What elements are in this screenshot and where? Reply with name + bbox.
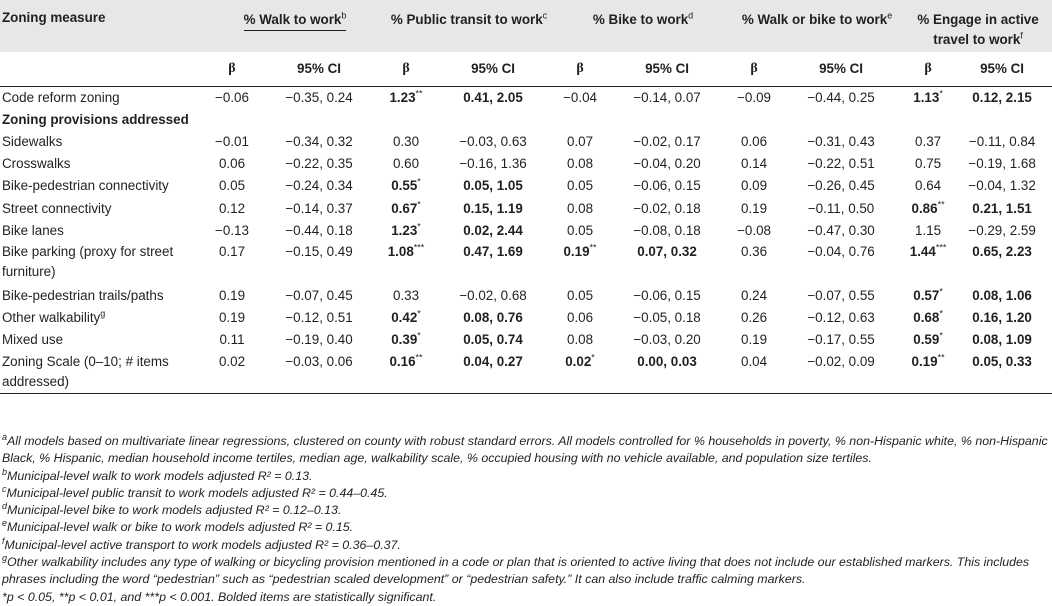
header-walk-to-work: % Walk to work$^b$ bbox=[208, 0, 382, 52]
beta-cell: 0.68* bbox=[913, 308, 943, 326]
table-row bbox=[0, 307, 1052, 329]
ci-cell: −0.07, 0.45 bbox=[285, 287, 353, 303]
beta-cell: 0.06 bbox=[218, 156, 246, 172]
table-row bbox=[0, 130, 1052, 152]
header-ci: 95% CI bbox=[430, 52, 556, 86]
header-row-stats bbox=[0, 52, 1052, 86]
ci-cell: −0.29, 2.59 bbox=[968, 222, 1036, 238]
ci-cell: 0.41, 2.05 bbox=[463, 89, 523, 105]
beta-cell: 0.75 bbox=[915, 156, 942, 172]
ci-cell: −0.26, 0.45 bbox=[807, 178, 875, 194]
beta-cell: 0.37 bbox=[915, 133, 942, 149]
beta-cell: 0.08 bbox=[567, 200, 594, 216]
beta-cell: 0.11 bbox=[219, 332, 245, 348]
row-label: Bike parking (proxy for street furniture) bbox=[2, 244, 174, 280]
table-row bbox=[0, 86, 1052, 108]
beta-cell: 0.07 bbox=[567, 133, 594, 149]
ci-cell: −0.47, 0.30 bbox=[807, 222, 875, 238]
footnote: $^b$Municipal-level walk to work models adjusted R² = 0.13. bbox=[2, 466, 313, 483]
beta-cell: 1.13* bbox=[913, 88, 943, 105]
row-label: Street connectivity bbox=[2, 200, 112, 216]
table-body bbox=[0, 86, 1052, 394]
ci-cell: −0.24, 0.34 bbox=[285, 178, 353, 194]
ci-cell: −0.02, 0.17 bbox=[633, 133, 701, 149]
ci-cell: 0.08, 1.09 bbox=[972, 332, 1032, 348]
ci-cell: −0.06, 0.15 bbox=[633, 287, 701, 303]
beta-cell: 0.04 bbox=[730, 351, 778, 394]
header-beta: β bbox=[904, 52, 952, 86]
ci-cell: 0.65, 2.23 bbox=[972, 244, 1032, 260]
table-row bbox=[0, 351, 1052, 394]
beta-cell: 0.02* bbox=[556, 351, 604, 394]
beta-cell: 0.30 bbox=[392, 133, 420, 149]
header-beta: β bbox=[556, 52, 604, 86]
beta-cell: 0.02 bbox=[208, 351, 256, 394]
ci-cell: −0.03, 0.63 bbox=[459, 133, 527, 149]
beta-cell: 1.15 bbox=[915, 222, 942, 238]
beta-cell: 0.26 bbox=[741, 310, 768, 326]
ci-cell: −0.08, 0.18 bbox=[633, 222, 701, 238]
header-bike-to-work: % Bike to work$^d$ bbox=[592, 10, 694, 27]
beta-cell: 0.59* bbox=[913, 330, 943, 348]
table-row bbox=[0, 241, 1052, 284]
footnote: $^g$Other walkability includes any type of walking or bicycling provision mentioned in a code or plan that is oriented to active living that does not include our established markers. This includes phrases including the word “pedestrian” such as “pedestrian scaled development” or “pedestrian safety.” It can also include traffic calming markers. bbox=[2, 552, 1030, 587]
section-row bbox=[0, 108, 1052, 130]
header-ci: 95% CI bbox=[256, 52, 382, 86]
ci-cell: 0.02, 2.44 bbox=[463, 222, 523, 238]
ci-cell: −0.17, 0.55 bbox=[807, 332, 875, 348]
ci-cell: 0.08, 1.06 bbox=[972, 287, 1032, 303]
ci-cell: −0.02, 0.18 bbox=[633, 200, 701, 216]
beta-cell: 0.06 bbox=[567, 310, 594, 326]
footnote: $^f$Municipal-level active transport to work models adjusted R² = 0.36–0.37. bbox=[2, 535, 401, 552]
ci-cell: 0.47, 1.69 bbox=[463, 244, 523, 260]
beta-cell: 0.19 bbox=[741, 200, 768, 216]
beta-cell: 1.23** bbox=[389, 88, 423, 105]
ci-cell: −0.14, 0.07 bbox=[633, 89, 701, 105]
ci-cell: 0.12, 2.15 bbox=[972, 89, 1032, 105]
beta-cell: 0.05 bbox=[218, 178, 246, 194]
ci-cell: −0.31, 0.43 bbox=[807, 133, 875, 149]
header-ci: 95% CI bbox=[952, 52, 1052, 86]
header-ci: 95% CI bbox=[604, 52, 730, 86]
ci-cell: 0.05, 1.05 bbox=[463, 178, 523, 194]
ci-cell: −0.44, 0.25 bbox=[807, 89, 875, 105]
header-public-transit-to-work: % Public transit to work$^c$ bbox=[390, 10, 548, 27]
beta-cell: −0.09 bbox=[737, 89, 771, 105]
footnote: $^d$Municipal-level bike to work models adjusted R² = 0.12–0.13. bbox=[2, 501, 342, 518]
ci-cell: −0.04, 0.76 bbox=[807, 244, 875, 260]
row-label: Mixed use bbox=[2, 332, 64, 348]
table-row bbox=[0, 219, 1052, 241]
ci-cell: 0.04, 0.27 bbox=[430, 351, 556, 394]
beta-cell: 0.14 bbox=[741, 156, 768, 172]
ci-cell: 0.05, 0.74 bbox=[463, 332, 523, 348]
header-blank bbox=[0, 52, 208, 86]
ci-cell: −0.14, 0.37 bbox=[285, 200, 353, 216]
ci-cell: −0.03, 0.06 bbox=[256, 351, 382, 394]
beta-cell: −0.01 bbox=[215, 133, 249, 149]
row-label: Bike-pedestrian trails/paths bbox=[2, 287, 164, 303]
header-beta: β bbox=[730, 52, 778, 86]
footnote: $^e$Municipal-level walk or bike to work models adjusted R² = 0.15. bbox=[2, 518, 354, 535]
header-ci: 95% CI bbox=[778, 52, 904, 86]
beta-cell: 0.36 bbox=[741, 244, 768, 260]
ci-cell: −0.34, 0.32 bbox=[285, 133, 353, 149]
row-label: Code reform zoning bbox=[2, 89, 120, 105]
beta-cell: 0.55* bbox=[391, 176, 421, 194]
ci-cell: −0.03, 0.20 bbox=[633, 332, 701, 348]
ci-cell: −0.07, 0.55 bbox=[807, 287, 875, 303]
beta-cell: 0.16** bbox=[382, 351, 430, 394]
ci-cell: −0.02, 0.68 bbox=[459, 287, 527, 303]
beta-cell: 0.86** bbox=[911, 199, 945, 216]
beta-cell: 0.06 bbox=[741, 133, 768, 149]
beta-cell: 1.44*** bbox=[909, 242, 947, 260]
beta-cell: 0.08 bbox=[567, 156, 594, 172]
ci-cell: 0.05, 0.33 bbox=[952, 351, 1052, 394]
beta-cell: −0.13 bbox=[215, 222, 249, 238]
ci-cell: −0.15, 0.49 bbox=[285, 244, 353, 260]
ci-cell: −0.19, 1.68 bbox=[968, 156, 1036, 172]
beta-cell: 0.19 bbox=[741, 332, 768, 348]
row-label: Other walkability$^g$ bbox=[2, 308, 106, 326]
beta-cell: 0.08 bbox=[567, 332, 594, 348]
ci-cell: −0.22, 0.51 bbox=[807, 156, 875, 172]
ci-cell: −0.06, 0.15 bbox=[633, 178, 701, 194]
beta-cell: 0.09 bbox=[741, 178, 768, 194]
beta-cell: 0.17 bbox=[218, 244, 246, 260]
beta-cell: 0.05 bbox=[567, 287, 594, 303]
row-label: Crosswalks bbox=[2, 156, 71, 172]
beta-cell: 0.67* bbox=[391, 199, 421, 216]
beta-cell: 0.42* bbox=[391, 308, 421, 326]
ci-cell: 0.16, 1.20 bbox=[972, 310, 1032, 326]
table-row bbox=[0, 175, 1052, 197]
ci-cell: −0.12, 0.51 bbox=[285, 310, 353, 326]
ci-cell: −0.12, 0.63 bbox=[807, 310, 875, 326]
ci-cell: 0.00, 0.03 bbox=[604, 351, 730, 394]
header-row-groups bbox=[0, 0, 1052, 52]
ci-cell: −0.44, 0.18 bbox=[285, 222, 353, 238]
beta-cell: −0.06 bbox=[215, 89, 249, 105]
ci-cell: −0.19, 0.40 bbox=[285, 332, 353, 348]
ci-cell: −0.02, 0.09 bbox=[778, 351, 904, 394]
table-row bbox=[0, 197, 1052, 219]
beta-cell: 0.64 bbox=[915, 178, 942, 194]
header-zoning-measure: Zoning measure bbox=[2, 10, 106, 25]
ci-cell: −0.04, 0.20 bbox=[633, 156, 701, 172]
beta-cell: −0.04 bbox=[563, 89, 597, 105]
ci-cell: −0.16, 1.36 bbox=[459, 156, 527, 172]
beta-cell: 0.05 bbox=[567, 178, 594, 194]
beta-cell: 0.33 bbox=[392, 287, 420, 303]
ci-cell: −0.04, 1.32 bbox=[968, 178, 1036, 194]
header-beta: β bbox=[382, 52, 430, 86]
ci-cell: −0.11, 0.50 bbox=[807, 200, 875, 216]
beta-cell: 1.23* bbox=[391, 221, 421, 238]
ci-cell: 0.08, 0.76 bbox=[463, 310, 523, 326]
row-label: Sidewalks bbox=[2, 133, 63, 149]
header-active-travel-to-work: % Engage in active travel to work$^f$ bbox=[917, 12, 1039, 47]
ci-cell: 0.21, 1.51 bbox=[972, 200, 1032, 216]
beta-cell: 0.19 bbox=[218, 310, 246, 326]
beta-cell: 0.19** bbox=[904, 351, 952, 394]
ci-cell: 0.15, 1.19 bbox=[463, 200, 523, 216]
footnote: $^c$Municipal-level public transit to work models adjusted R² = 0.44–0.45. bbox=[2, 483, 388, 500]
ci-cell: −0.22, 0.35 bbox=[285, 156, 353, 172]
ci-cell: −0.05, 0.18 bbox=[633, 310, 701, 326]
table-row bbox=[0, 153, 1052, 175]
ci-cell: 0.07, 0.32 bbox=[637, 244, 697, 260]
header-beta: β bbox=[208, 52, 256, 86]
beta-cell: 0.05 bbox=[567, 222, 594, 238]
beta-cell: −0.08 bbox=[737, 222, 771, 238]
beta-cell: 0.24 bbox=[741, 287, 768, 303]
table-row bbox=[0, 329, 1052, 351]
row-label: Bike-pedestrian connectivity bbox=[2, 178, 169, 194]
table-row bbox=[0, 284, 1052, 306]
beta-cell: 0.19** bbox=[563, 242, 597, 260]
beta-cell: 0.60 bbox=[392, 156, 420, 172]
beta-cell: 0.57* bbox=[913, 286, 943, 303]
footnote: $^a$All models based on multivariate linear regressions, clustered on county with robust standard errors. All models controlled for % households in poverty, % non-Hispanic white, % non-Hispanic Black, % Hispanic, median household income tertiles, median age, walkability scale, % occupied housing with no vehicle available, and population size tertiles. bbox=[2, 431, 1048, 466]
beta-cell: 1.08*** bbox=[387, 242, 425, 260]
beta-cell: 0.19 bbox=[218, 287, 246, 303]
row-label: Zoning Scale (0–10; # items addressed) bbox=[0, 351, 208, 394]
ci-cell: −0.35, 0.24 bbox=[285, 89, 353, 105]
beta-cell: 0.39* bbox=[391, 330, 421, 348]
row-label: Zoning provisions addressed bbox=[2, 111, 189, 127]
header-walk-or-bike-to-work: % Walk or bike to work$^e$ bbox=[741, 10, 893, 27]
ci-cell: −0.11, 0.84 bbox=[968, 133, 1036, 149]
beta-cell: 0.12 bbox=[218, 200, 246, 216]
table-footnotes bbox=[2, 433, 1050, 606]
row-label: Bike lanes bbox=[2, 222, 64, 238]
footnote: *p < 0.05, **p < 0.01, and ***p < 0.001. Bolded items are statistically significant. bbox=[2, 589, 437, 604]
